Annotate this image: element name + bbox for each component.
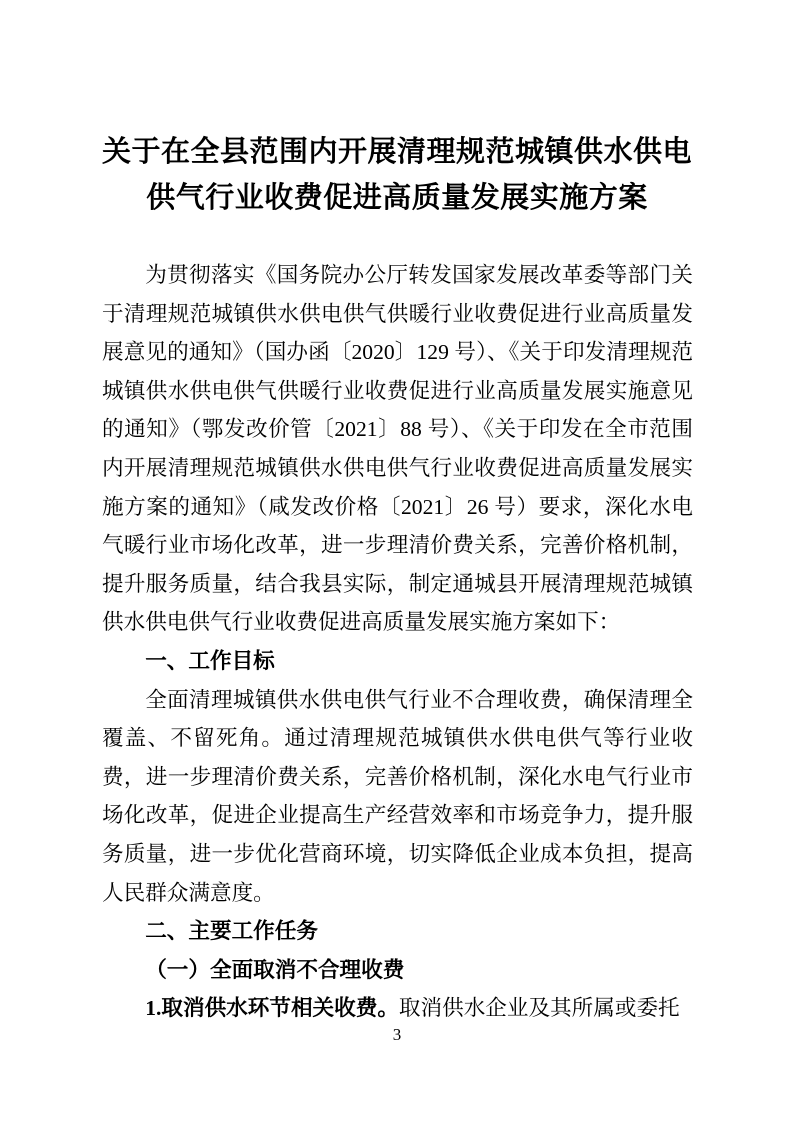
- document-title-line-1: 关于在全县范围内开展清理规范城镇供水供电: [101, 136, 692, 168]
- paragraph-work-goals: 全面清理城镇供水供电供气行业不合理收费，确保清理全覆盖、不留死角。通过清理规范城镇供水供电供气等行业收费，进一步理清价费关系，完善价格机制，深化水电气行业市场化改革，促进企业提高生产经营效率和市场竞争力，提升服务质量，进一步优化营商环境，切实降低企业成本负担，提高人民群众满意度。: [102, 687, 693, 905]
- document-body: [102, 256, 693, 1028]
- document-title: [0, 129, 794, 221]
- numbered-item-text: 取消供水企业及其所属或委托: [398, 996, 680, 1021]
- paragraph-preamble: 为贯彻落实《国务院办公厅转发国家发展改革委等部门关于清理规范城镇供水供电供气供暖行业收费促进行业高质量发展意见的通知》（国办函〔2020〕129 号）、《关于印发清理规范城镇供水供电供气供暖行业收费促进行业高质量发展实施意见的通知》（鄂发改价管〔2021〕88 号）、《关于印发在全市范围内开展清理规范城镇供水供电供气行业收费促进高质量发展实施方案的通知》（咸发改价格〔2021〕26 号）要求，深化水电气暖行业市场化改革，进一步理清价费关系，完善价格机制，提升服务质量，结合我县实际，制定通城县开展清理规范城镇供水供电供气行业收费促进高质量发展实施方案如下：: [102, 263, 693, 635]
- heading-main-tasks: 二、主要工作任务: [145, 918, 318, 944]
- heading-cancel-unreasonable-fees: （一）全面取消不合理收费: [145, 957, 405, 982]
- document-title-line-2: 供气行业收费促进高质量发展实施方案: [146, 182, 648, 214]
- numbered-item-lead: 1.取消供水环节相关收费。: [145, 996, 399, 1021]
- heading-work-goals: 一、工作目标: [145, 647, 275, 673]
- page-number: 3: [392, 1025, 402, 1044]
